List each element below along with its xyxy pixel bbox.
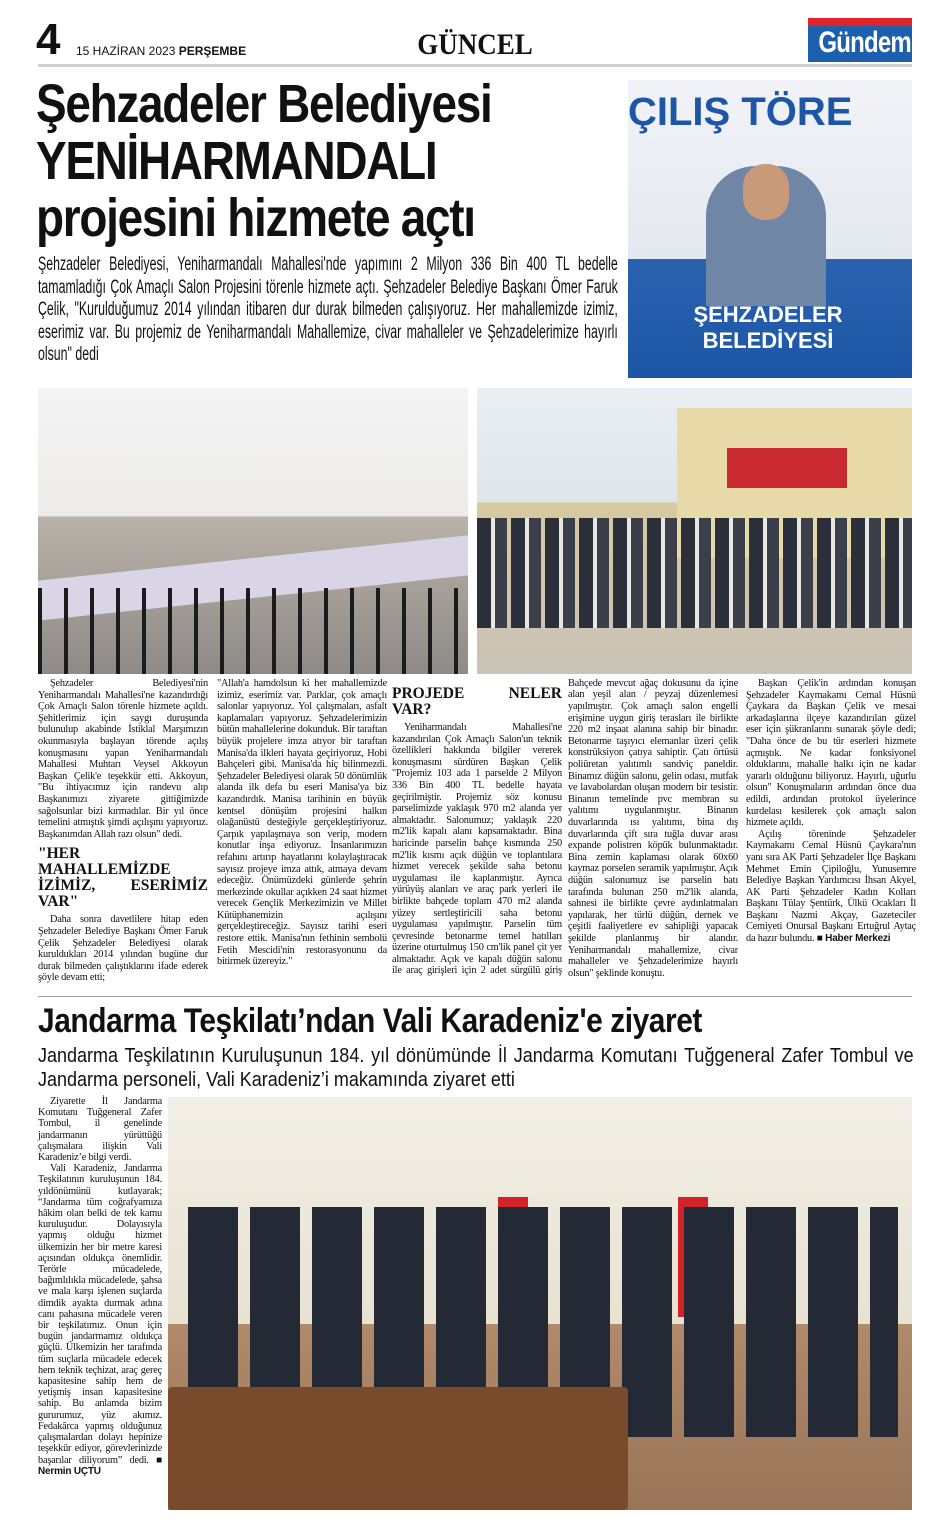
headline-line: YENİHARMANDALI (36, 131, 437, 191)
byline: ■ Haber Merkezi (816, 933, 891, 945)
article1-column-2 (217, 678, 387, 980)
paragraph: "Allah'a hamdolsun ki her mahallemizde izimiz, eserimiz var. Parklar, çok amaçlı salonlar yapıyoruz. Yol çalışmaları, asfalt kaplamaları yapıyoruz. Şehzadelerimizin bütün mahallelerine dokunduk. Bir taraftan büyük projelere imza atıyor bir taraftan Manisa'da ilkleri hayata geçiriyoruz, Hobi Bahçeleri gibi. Manisa'da hiç bilinmezdi. Şehzadeler Belediyesi olarak 50 dönümlük alanda ilk defa bu eseri Manisa'ya biz kazandırdık. Manisa tarihinin en büyük kentsel dönüşüm projesini halkın olağanüstü desteğiyle gerçekleştiriyoruz. Çarpık yapılaşmaya son verip, modern konutlar inşa ediyoruz. İnsanlarımızın refahını artırıp hayatlarını kolaylaştıracak sayısız projeye imza attık, atmaya devam edeceğiz. Önümüzdeki günlerde şehrin merkezinde okullar açıkken 24 saat hizmet verecek Gençlik Merkezimizin ve Millet Kütüphanemizin açılışını gerçekleştireceğiz. Sayısız tarihi eseri restore ettik. Manisa'nın fethinin sembolü Fetih Mescidi'nin restorasyonunu da bitirmek üzereyiz." (217, 678, 387, 968)
article1-column-5 (746, 678, 916, 945)
newspaper-logo (808, 18, 912, 62)
subheading: "HER MAHALLEMİZDE İZİMİZ, ESERİMİZ VAR" (38, 845, 208, 911)
article2-headline: Jandarma Teşkilatı’ndan Vali Karadeniz'e ziyaret (38, 1002, 702, 1040)
weekday: PERŞEMBE (178, 44, 247, 58)
article1-column-1 (38, 678, 208, 984)
backdrop-text: ÇILIŞ TÖRE (628, 90, 853, 134)
paragraph: Başkan Çelik'in ardından konuşan Şehzadeler Kaymakamı Cemal Hüsnü Çaykara da Başkan Çelik ve mesai arkadaşlarına ilçeye kazandırılan güzel eser için şükranlarını sunarak şöyle dedi; "Daha önce de bu tür eserleri hizmete açmıştık. Ne kadar fonksiyonel olduklarını, mahalle halkı için ne kadar yararlı olduğunu biliyoruz. Hayırlı, uğurlu olsun" Konuşmaların ardından önce dua edildi, ardından protokol üyelerince kurdelası kesilerek çok amaçlı salon hizmete açıldı. (746, 678, 916, 829)
headline-line: projesini hizmete açtı (36, 188, 475, 248)
date-text: 15 HAZİRAN 2023 (76, 44, 176, 58)
crowd (477, 518, 912, 628)
paragraph: Yeniharmandalı Mahallesi'ne kazandırılan Çok Amaçlı Salon'un teknik özellikleri hakkında bilgiler vererek konuşmasını sürdüren Başkan Çelik "Projemiz 103 ada 1 parselde 2 Milyon 336 Bin 400 TL bedelle hayata geçirilmiştir. Projemiz söz konusu parselimizde yaklaşık 970 m2 alanda yer almaktadır. Salonumuz; yaklaşık 220 m2'lik kapalı alanı kapsamaktadır. Bina haricinde parselin bahçe kısmında 250 m2'lik kısmı açık düğün ve toplantılara hizmet verecek şekilde saha betonu uygulaması ile kaplanmıştır. Ayrıca yürüyüş alanları ve araç park yerleri ile birlikte bahçede toplam 470 m2 alanda yüzey sertleştiricili saha betonu uygulaması yapılmıştır. Parselin tüm çevresinde betonarme temel hatılları üzerine oturtulmuş 150 cm'lik panel çit yer almaktadır. Açık ve kapalı düğün salonu ile araç girişleri için 2 adet sürgülü giriş (392, 722, 562, 977)
subheading: PROJEDE NELER VAR? (392, 685, 562, 718)
header-rule (38, 64, 912, 67)
article2-column (38, 1096, 162, 1477)
mayor-speech-photo (628, 80, 912, 378)
building-sign (727, 448, 847, 488)
article2-deck: Jandarma Teşkilatının Kuruluşunun 184. yıl dönümünde İl Jandarma Komutanı Tuğgeneral Zafer Tombul ve Jandarma personeli, Vali Karadeniz’i makamında ziyaret etti (38, 1045, 914, 1091)
paragraph-continued: Bahçede mevcut ağaç dokusunu da içine alan yeşil alan / peyzaj düzenlemesi yapılmıştır. Çok amaçlı salon engelli erişimine uygun giriş terasları ile birlikte 220 m2 inşaat alanına sahip bir binadır. Betonarme taşıyıcı elemanlar üzeri çelik konstrüksiyon çatıya sahiptir. Çatı örtüsü poliüretan yalıtımlı sandviç paneldir. Binamız düğün salonu, gelin odası, mutfak ve lavabolardan oluşan modern bir tesistir. Binanın temelinde pvc membran su yalıtımı uygulanmıştır. Binanın duvarlarında ısı yalıtımı, bina dış duvarlarında çift sıra tuğla duvar arası expande polistren köpük bulunmaktadır. Bina zemin kaplaması olarak 60x60 kaymaz porselen seramik yapılmıştır. Açık düğün salonumuz ise parselin batı tarafında bulunan 250 m2'lik alanda, sahnesi ile birlikte çevre aydınlatmaları yapılarak, her türlü düğün, dernek ve çeşitli faaliyetlere ev sahipliği yapacak şekilde planlanmış bir alandır. Yeniharmandalı mahallemize, civar mahalleler ve Şehzadelerimize hayırlı olsun" şeklinde konuştu. (568, 678, 738, 979)
section-title: GÜNCEL (417, 28, 533, 61)
article1-column-4 (568, 678, 738, 980)
ribbon-cutting-photo (477, 388, 912, 674)
paragraph-text: Açılış töreninde Şehzadeler Kaymakamı Cemal Hüsnü Çaykara'nın yanı sıra AK Parti Şehzadeler İlçe Başkanı Mehmet Emin Çipiloğlu, Yunusemre Belediye Başkan Yardımcısı İhsan Akyel, AK Parti Şehzadeler Kadın Kolları Başkanı Tülay Şentürk, Ülkü Ocakları İl Başkanı Nazmi Akçay, Gazeteciler Cemiyeti Onursal Başkanı Ertuğrul Aytaç da hazır bulundu. (746, 828, 916, 945)
paragraph: Daha sonra davetlilere hitap eden Şehzadeler Belediye Başkanı Ömer Faruk Çelik Şehzadeler Belediyesi olarak kuruldukları 2014 yılından bugüne dur durak bilmeden çalıştıklarını ifade ederek şöyle devam etti; (38, 914, 208, 984)
podium-sign: ŞEHZADELER BELEDİYESİ (693, 302, 843, 353)
hall-interior-photo (38, 388, 468, 674)
paragraph: Şehzadeler Belediyesi'nin Yeniharmandalı Mahallesi'ne kazandırdığı Çok Amaçlı Salon törenle hizmete açıldı. Şehitlerimiz için saygı duruşunda bulunulup akabinde İstiklal Marşımızın okunmasıyla başlayan törende açılış konuşmasını yapan Yeniharmandalı Mahallesi Muhtarı Veysel Akkoyun Başkan Çelik'e teşekkür etti. Akkoyun, "Bu ihtiyacımız için randevu alıp Başkanımızı ziyarete gittiğimizde sağolsunlar bizi kırmadılar. Bir yıl önce temelini atmıştık şimdi açılışını yapıyoruz. Başkanımdan Allah razı olsun" dedi. (38, 678, 208, 840)
governor-visit-photo (168, 1097, 912, 1510)
coffee-table (168, 1387, 628, 1510)
paragraph (38, 1163, 162, 1477)
byline: ■ Nermin UÇTU (38, 1454, 162, 1477)
article1-deck: Şehzadeler Belediyesi, Yeniharmandalı Mahallesi'nde yapımını 2 Milyon 336 Bin 400 TL bedelle tamamladığı Çok Amaçlı Salon Projesini törenle hizmete açtı. Şehzadeler Belediye Başkanı Ömer Faruk Çelik, "Kurulduğumuz 2014 yılından itibaren dur durak bilmeden çalışıyoruz. Her mahallemizde izimiz, eserimiz var. Bu projemiz de Yeniharmandalı Mahallemize, civar mahalleler ve Şehzadelerimize hayırlı olsun" dedi (38, 254, 618, 365)
speaker-head (743, 164, 789, 220)
article1-headline (36, 76, 491, 247)
page-number: 4 (36, 15, 61, 64)
logo-text: Gündem (818, 26, 911, 59)
article1-column-3 (392, 678, 562, 977)
headline-line: Şehzadeler Belediyesi (36, 74, 492, 134)
paragraph: Ziyarette İl Jandarma Komutanı Tuğgeneral Zafer Tombul, il genelinde jandarmanın yürüttüğü çalışmalara ilişkin Vali Karadeniz’e bilgi verdi. (38, 1096, 162, 1164)
paragraph (746, 829, 916, 945)
chairs (38, 588, 468, 674)
paragraph-text: Vali Karadeniz, Jandarma Teşkilatının kuruluşunun 184. yıldönümünü kutlayarak; “Jandarma tüm coğrafyamıza hâkim olan belki de tek kamu kuruluşudur. Dolayısıyla yapmış olduğu hizmet ülkemizin her bir metre karesi açısından oldukça önemlidir. Terörle mücadelede, bağımlılıkla mücadelede, şahsa ve mala karşı işlenen suçlarda dimdik ayakta durmak adına canı pahasına mücadele veren bir teşkilatımız. Onun için bugün jandarmamız oldukça güçlü. Ülkemizin her tarafında tüm suçlarla mücadele edecek hem teknik teçhizat, araç gereç kapasitesine sahip hem de yetişmiş insan kapasitesine sahip. Bu anlamda bizim gururumuz, yüz akımız. Fedakârca yapmış olduğunuz çalışmalardan dolayı hepinize teşekkür ediyor, görevlerinizde başarılar diliyorum” dedi. (38, 1163, 162, 1466)
article-divider (38, 996, 912, 997)
